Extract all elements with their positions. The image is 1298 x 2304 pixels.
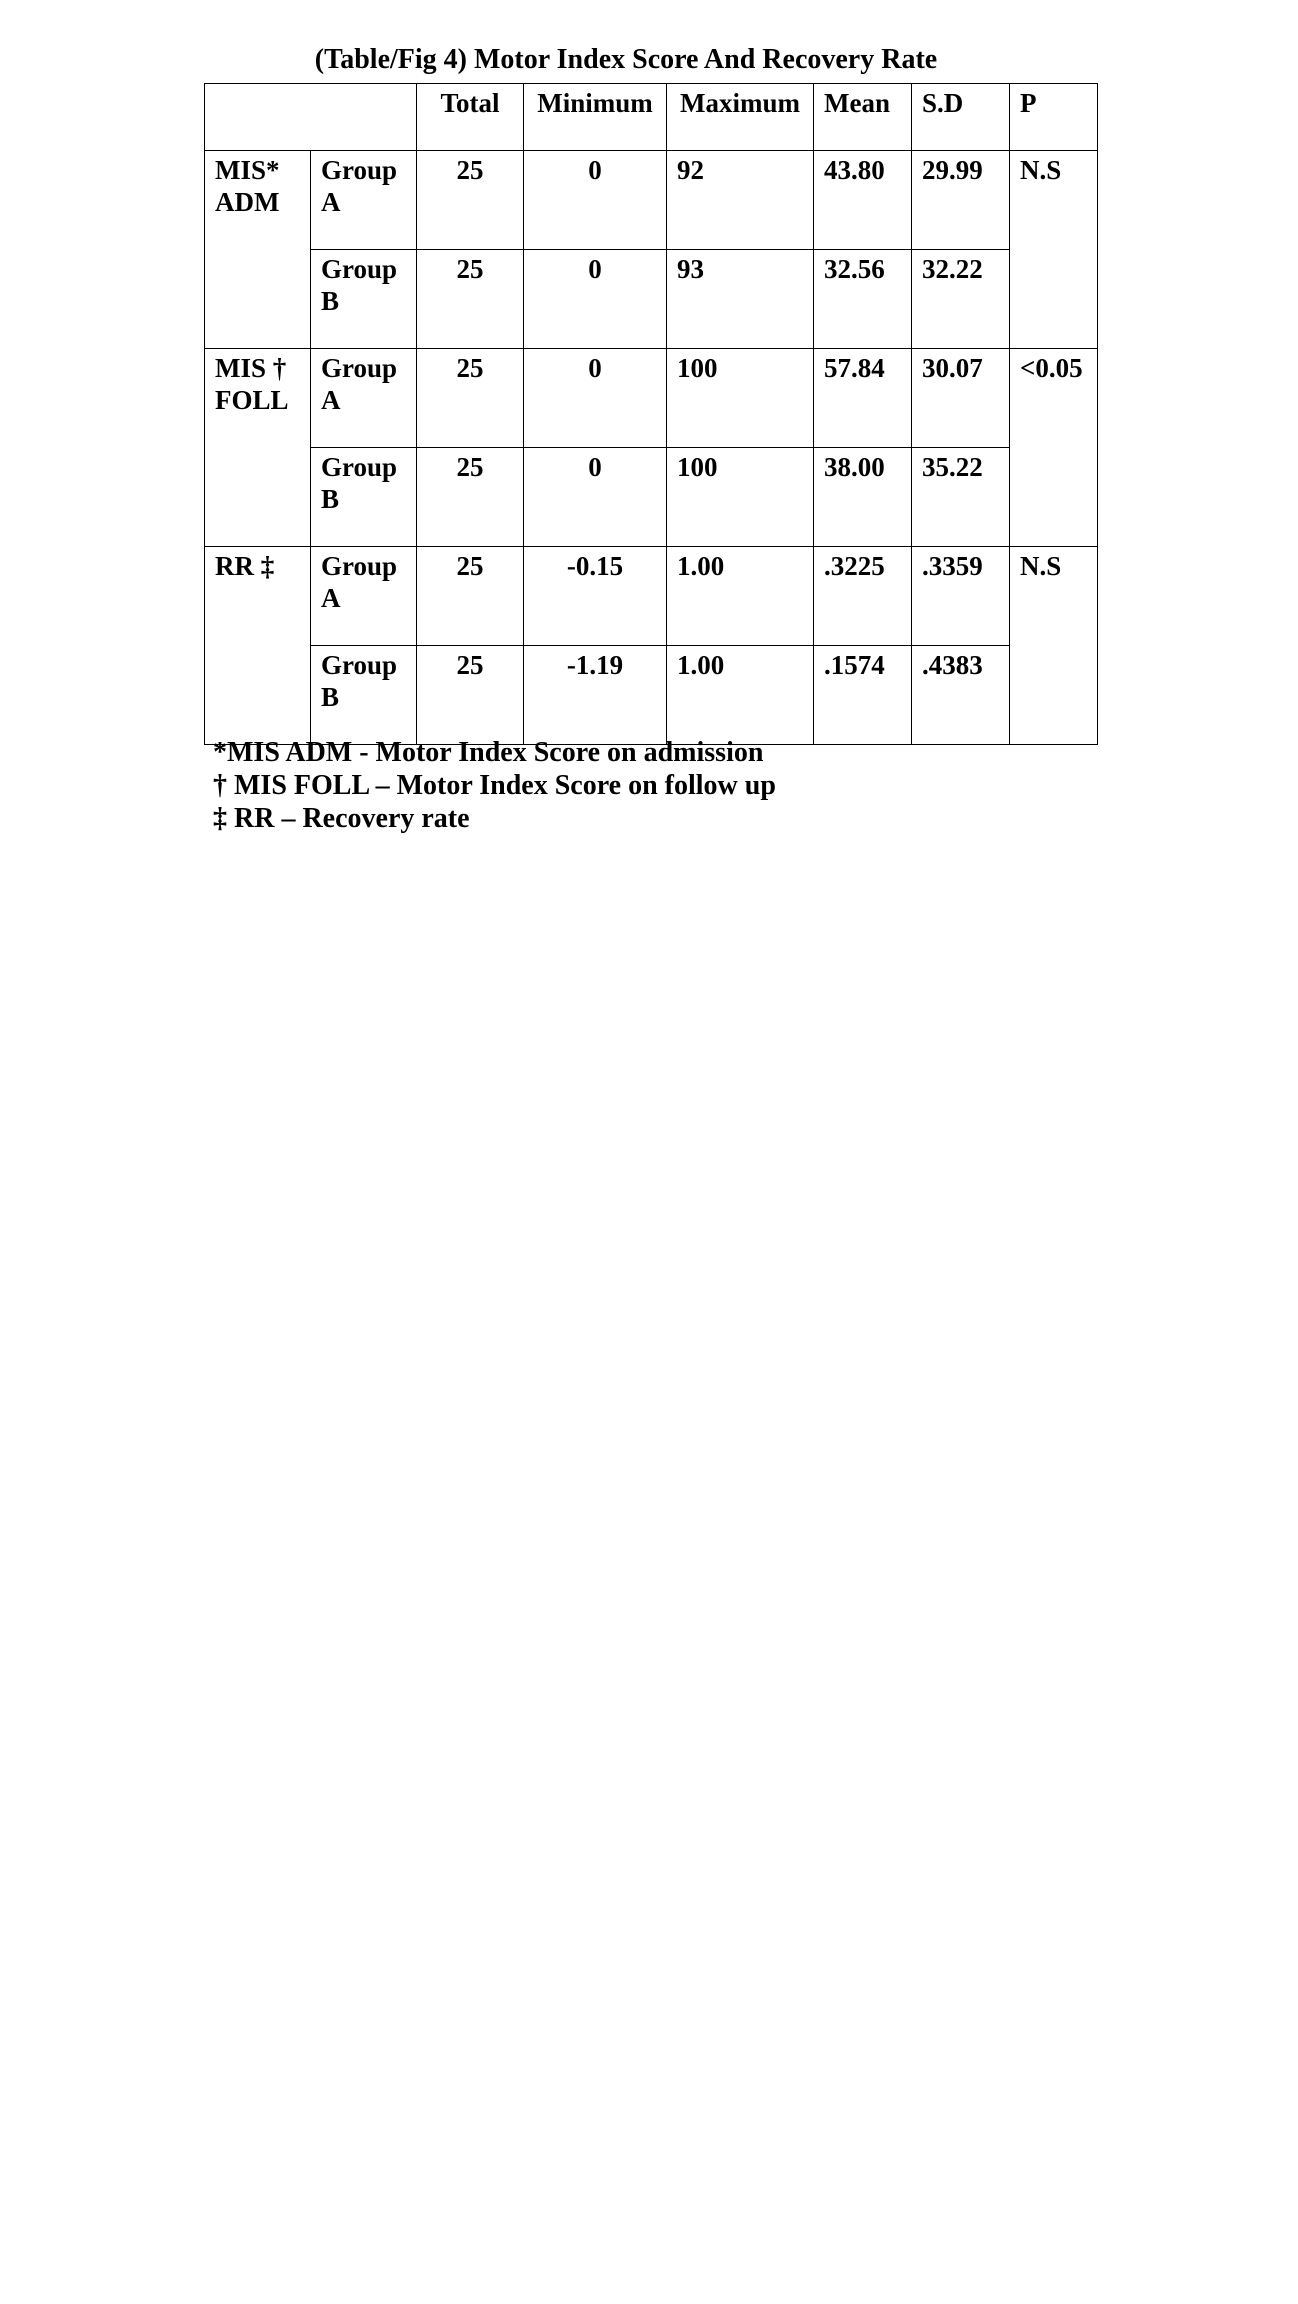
minimum-cell: 0 (524, 151, 667, 250)
header-sd: S.D (912, 84, 1010, 151)
minimum-cell: -1.19 (524, 646, 667, 745)
minimum-cell: -0.15 (524, 547, 667, 646)
group-cell (311, 448, 417, 547)
mean-cell: 57.84 (814, 349, 912, 448)
section-label-line1: RR ‡ (215, 551, 275, 581)
group-line1: Group (321, 650, 398, 680)
section-label-mis-foll (205, 349, 311, 547)
maximum-cell: 1.00 (667, 547, 814, 646)
maximum-cell: 93 (667, 250, 814, 349)
sd-cell: 35.22 (912, 448, 1010, 547)
table-row (205, 547, 1098, 646)
p-value-cell: <0.05 (1010, 349, 1098, 547)
group-line1: Group (321, 452, 398, 482)
sd-cell: 29.99 (912, 151, 1010, 250)
total-cell: 25 (417, 646, 524, 745)
group-cell (311, 151, 417, 250)
group-line2: A (321, 385, 341, 415)
maximum-cell: 1.00 (667, 646, 814, 745)
sd-cell: 32.22 (912, 250, 1010, 349)
sd-cell: 30.07 (912, 349, 1010, 448)
footnotes (213, 736, 776, 835)
group-line1: Group (321, 551, 398, 581)
header-maximum: Maximum (667, 84, 814, 151)
sd-cell: .3359 (912, 547, 1010, 646)
p-value-cell: N.S (1010, 151, 1098, 349)
header-total: Total (417, 84, 524, 151)
total-cell: 25 (417, 547, 524, 646)
group-cell (311, 250, 417, 349)
mean-cell: 43.80 (814, 151, 912, 250)
section-label-line1: MIS* (215, 155, 280, 185)
group-line2: A (321, 583, 341, 613)
motor-index-table (204, 83, 1098, 745)
group-line1: Group (321, 155, 398, 185)
footnote-mis-adm: *MIS ADM - Motor Index Score on admission (213, 737, 764, 768)
total-cell: 25 (417, 448, 524, 547)
minimum-cell: 0 (524, 250, 667, 349)
maximum-cell: 100 (667, 349, 814, 448)
minimum-cell: 0 (524, 349, 667, 448)
table-row (205, 646, 1098, 745)
sd-cell: .4383 (912, 646, 1010, 745)
header-row (205, 84, 1098, 151)
table-title: (Table/Fig 4) Motor Index Score And Recovery Rate (314, 44, 938, 75)
table-row (205, 349, 1098, 448)
table-row (205, 250, 1098, 349)
table-row (205, 151, 1098, 250)
group-cell (311, 349, 417, 448)
mean-cell: .3225 (814, 547, 912, 646)
group-line1: Group (321, 353, 398, 383)
mean-cell: 32.56 (814, 250, 912, 349)
group-line2: B (321, 286, 340, 316)
total-cell: 25 (417, 151, 524, 250)
mean-cell: 38.00 (814, 448, 912, 547)
group-line2: A (321, 187, 341, 217)
section-label-mis-adm (205, 151, 311, 349)
header-mean: Mean (814, 84, 912, 151)
p-value-cell: N.S (1010, 547, 1098, 745)
total-cell: 25 (417, 349, 524, 448)
maximum-cell: 100 (667, 448, 814, 547)
header-minimum: Minimum (524, 84, 667, 151)
section-label-rr (205, 547, 311, 745)
section-label-line2: FOLL (215, 385, 289, 415)
group-line2: B (321, 484, 340, 514)
mean-cell: .1574 (814, 646, 912, 745)
group-cell (311, 646, 417, 745)
section-label-line1: MIS † (215, 353, 287, 383)
header-blank-cell (205, 84, 417, 151)
group-cell (311, 547, 417, 646)
group-line2: B (321, 682, 340, 712)
footnote-mis-foll: † MIS FOLL – Motor Index Score on follow up (213, 770, 776, 801)
section-label-line2: ADM (215, 187, 280, 217)
table-row (205, 448, 1098, 547)
group-line1: Group (321, 254, 398, 284)
header-p: P (1010, 84, 1098, 151)
footnote-rr: ‡ RR – Recovery rate (213, 803, 470, 834)
maximum-cell: 92 (667, 151, 814, 250)
minimum-cell: 0 (524, 448, 667, 547)
total-cell: 25 (417, 250, 524, 349)
